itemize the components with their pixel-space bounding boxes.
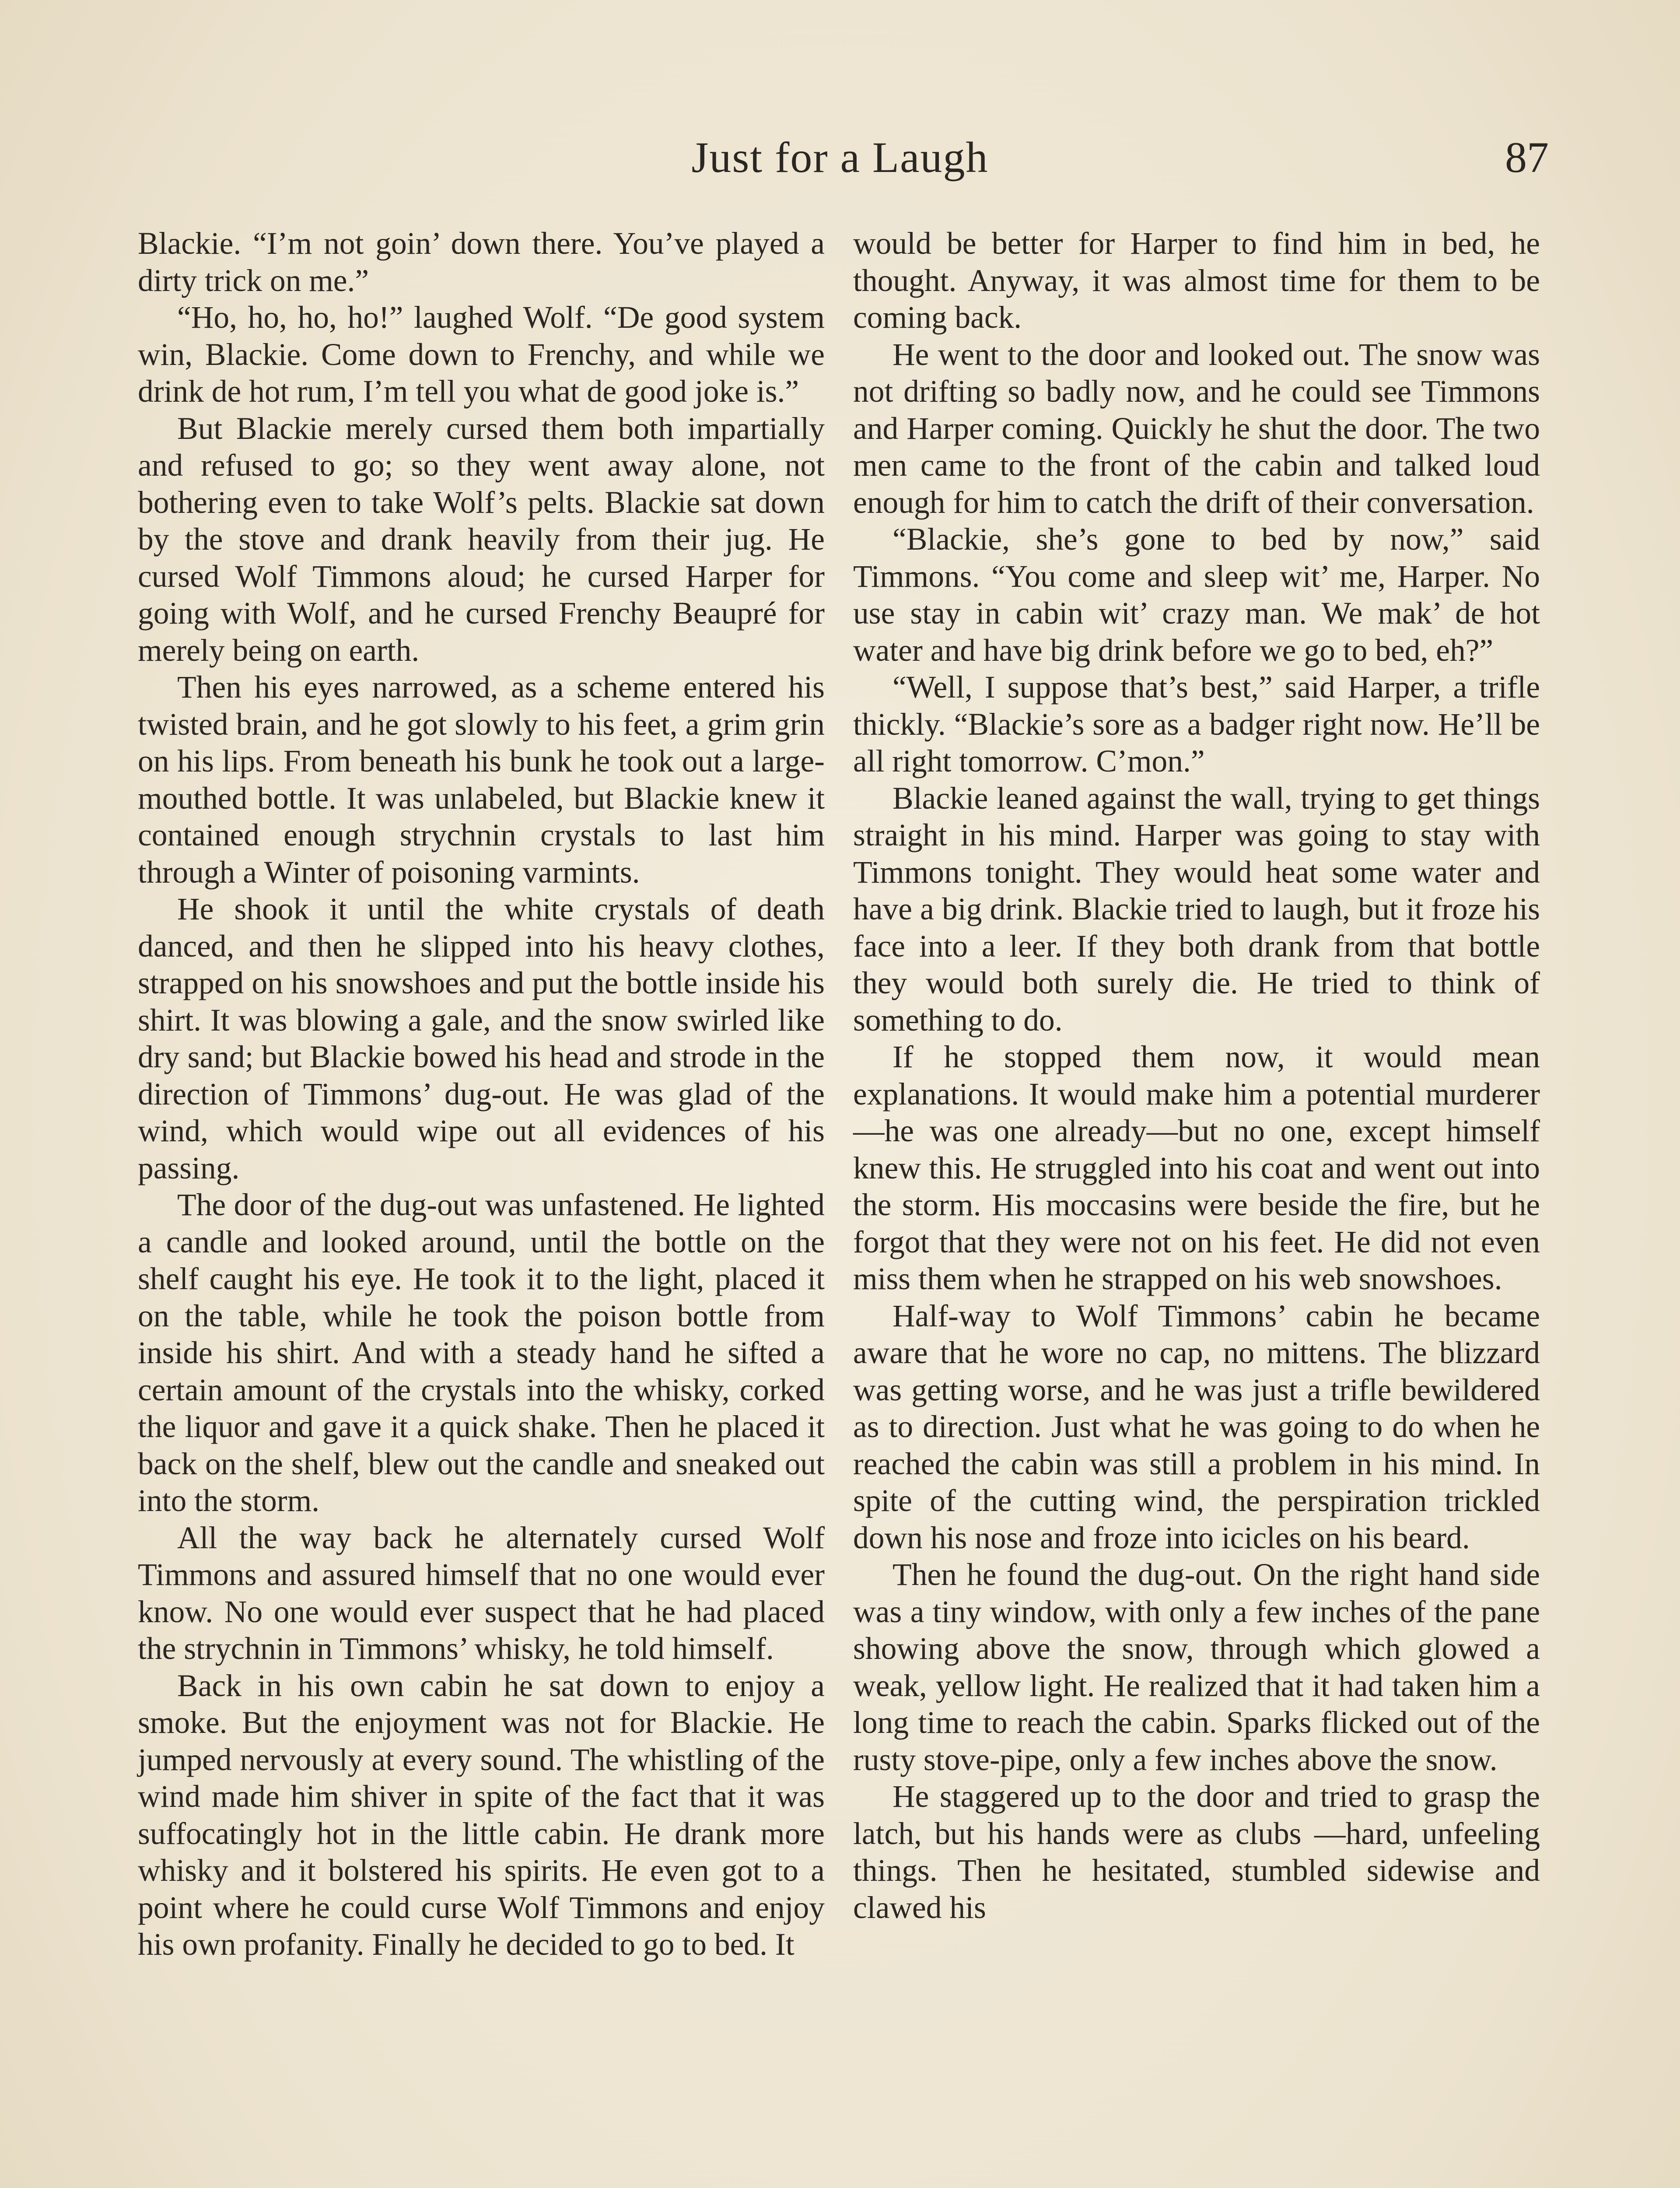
- page-header: [131, 127, 1549, 197]
- paragraph: He shook it until the white crystals of death danced, and then he slipped into his heavy clothes, strapped on his snowshoes and put the bottle inside his shirt. It was blowing a gale, and the snow swirled like dry sand; but Blackie bowed his head and strode in the direction of Timmons’ dug-out. He was glad of the wind, which would wipe out all evidences of his passing.: [138, 892, 825, 1185]
- right-column: [853, 225, 1540, 1926]
- paragraph: “Blackie, she’s gone to bed by now,” said Timmons. “You come and sleep wit’ me, Harper. No use stay in cabin wit’ crazy man. We mak’ de hot water and have big drink before we go to bed, eh?”: [853, 522, 1540, 668]
- paragraph: The door of the dug-out was unfastened. He lighted a candle and looked around, until the bottle on the shelf caught his eye. He took it to the light, placed it on the table, while he took the poison bottle from inside his shirt. And with a steady hand he sifted a certain amount of the crystals into the whisky, corked the liquor and gave it a quick shake. Then he placed it back on the shelf, blew out the candle and sneaked out into the storm.: [138, 1188, 825, 1518]
- paragraph: “Well, I suppose that’s best,” said Harper, a trifle thickly. “Blackie’s sore as a badger right now. He’ll be all right tomorrow. C’mon.”: [853, 670, 1540, 778]
- paragraph: All the way back he alternately cursed Wolf Timmons and assured himself that no one would ever know. No one would ever suspect that he had placed the strychnin in Timmons’ whisky, he told himself.: [138, 1520, 825, 1666]
- paragraph: would be better for Harper to find him in bed, he thought. Anyway, it was almost time for them to be coming back.: [853, 226, 1540, 335]
- running-title: Just for a Laugh: [691, 133, 989, 182]
- page-number: 87: [1505, 133, 1549, 182]
- paragraph: But Blackie merely cursed them both impartially and refused to go; so they went away alone, not bothering even to take Wolf’s pelts. Blackie sat down by the stove and drank heavily from their jug. He cursed Wolf Timmons aloud; he cursed Harper for going with Wolf, and he cursed Frenchy Beaupré for merely being on earth.: [138, 411, 825, 668]
- paragraph: Then he found the dug-out. On the right hand side was a tiny window, with only a few inches of the pane showing above the snow, through which glowed a weak, yellow light. He realized that it had taken him a long time to reach the cabin. Sparks flicked out of the rusty stove-pipe, only a few inches above the snow.: [853, 1557, 1540, 1777]
- paragraph: He went to the door and looked out. The snow was not drifting so badly now, and he could see Timmons and Harper coming. Quickly he shut the door. The two men came to the front of the cabin and talked loud enough for him to catch the drift of their conversation.: [853, 337, 1540, 520]
- paragraph: Back in his own cabin he sat down to enjoy a smoke. But the enjoyment was not for Blackie. He jumped nervously at every sound. The whistling of the wind made him shiver in spite of the fact that it was suffocatingly hot in the little cabin. He drank more whisky and it bolstered his spirits. He even got to a point where he could curse Wolf Timmons and enjoy his own profanity. Finally he decided to go to bed. It: [138, 1668, 825, 1962]
- paragraph: “Ho, ho, ho, ho!” laughed Wolf. “De good system win, Blackie. Come down to Frenchy, and while we drink de hot rum, I’m tell you what de good joke is.”: [138, 300, 825, 409]
- paragraph: He staggered up to the door and tried to grasp the latch, but his hands were as clubs —hard, unfeeling things. Then he hesitated, stumbled sidewise and clawed his: [853, 1779, 1540, 1925]
- paragraph: If he stopped them now, it would mean explanations. It would make him a potential murderer—he was one already—but no one, except himself knew this. He struggled into his coat and went out into the storm. His moccasins were beside the fire, but he forgot that they were not on his feet. He did not even miss them when he strapped on his web snowshoes.: [853, 1040, 1540, 1296]
- left-column: [138, 225, 825, 1964]
- paragraph: Blackie. “I’m not goin’ down there. You’ve played a dirty trick on me.”: [138, 226, 825, 298]
- paragraph: Half-way to Wolf Timmons’ cabin he became aware that he wore no cap, no mittens. The blizzard was getting worse, and he was just a trifle bewildered as to direction. Just what he was going to do when he reached the cabin was still a problem in his mind. In spite of the cutting wind, the perspiration trickled down his nose and froze into icicles on his beard.: [853, 1298, 1540, 1555]
- paragraph: Blackie leaned against the wall, trying to get things straight in his mind. Harper was going to stay with Timmons tonight. They would heat some water and have a big drink. Blackie tried to laugh, but it froze his face into a leer. If they both drank from that bottle they would both surely die. He tried to think of something to do.: [853, 781, 1540, 1038]
- paragraph: Then his eyes narrowed, as a scheme entered his twisted brain, and he got slowly to his feet, a grim grin on his lips. From beneath his bunk he took out a large-mouthed bottle. It was unlabeled, but Blackie knew it contained enough strychnin crystals to last him through a Winter of poisoning varmints.: [138, 670, 825, 890]
